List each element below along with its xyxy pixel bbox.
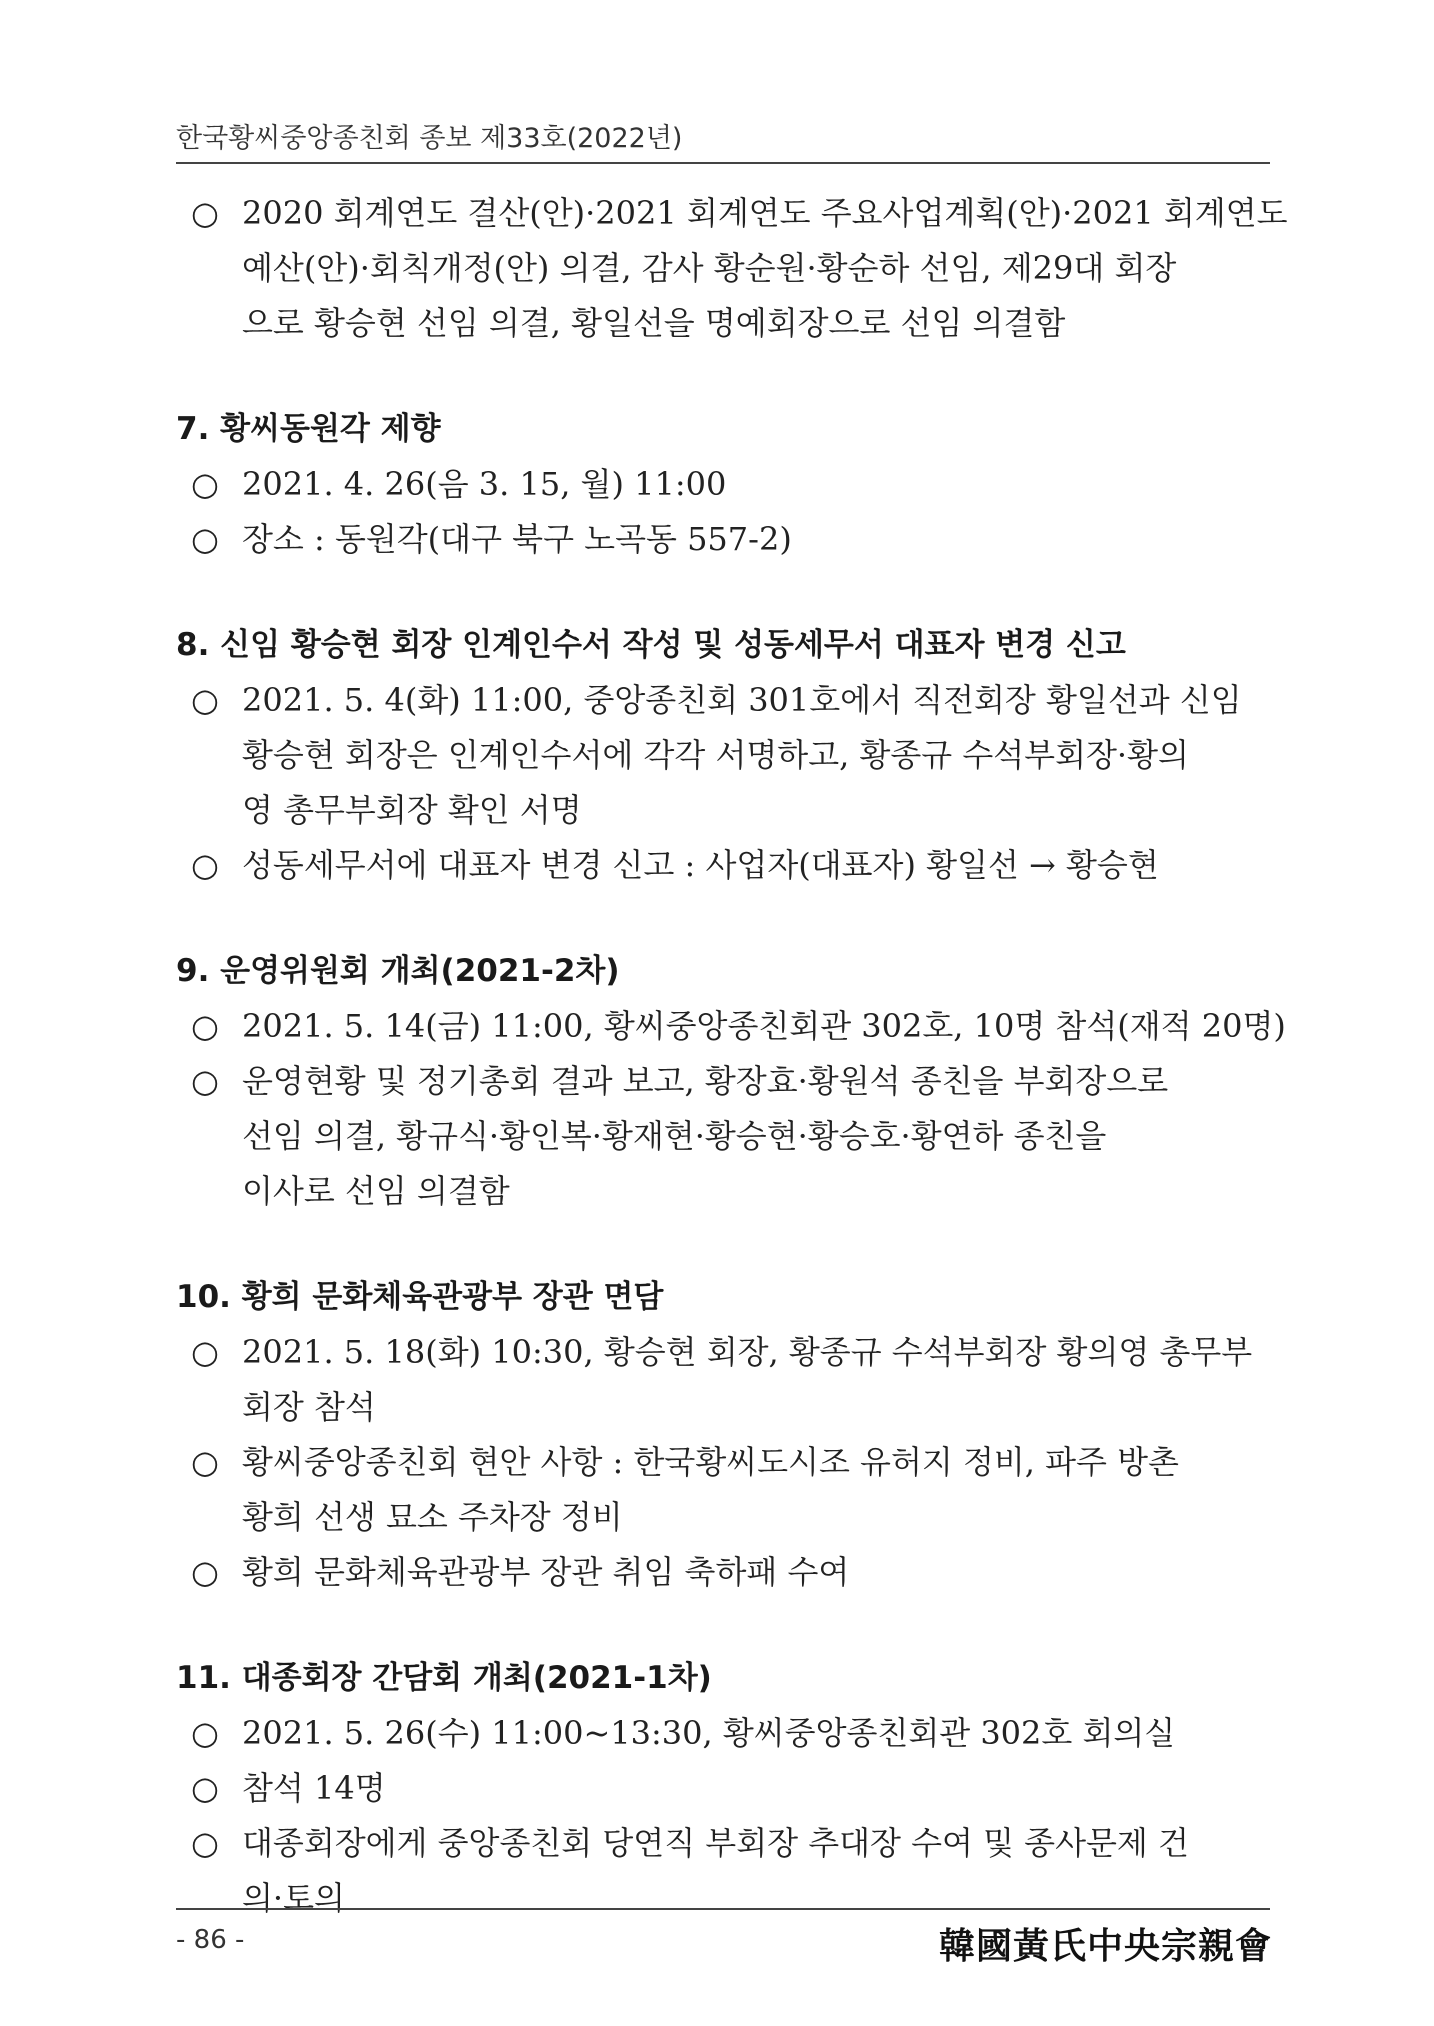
bullet-line: 운영현황 및 정기총회 결과 보고, 황장효·황원석 종친을 부회장으로 <box>242 1062 1169 1100</box>
document-body <box>176 186 1288 1926</box>
bullet-line: 성동세무서에 대표자 변경 신고 : 사업자(대표자) 황일선 → 황승현 <box>242 846 1159 884</box>
circle-bullet-icon: ○ <box>191 1824 219 1862</box>
section-heading-7: 7. 황씨동원각 제향 <box>176 411 441 447</box>
list-item <box>176 457 1270 512</box>
bullet-line: 황씨중앙종친회 현안 사항 : 한국황씨도시조 유허지 정비, 파주 방촌 <box>242 1443 1179 1481</box>
page-header <box>176 112 1270 164</box>
circle-bullet-icon: ○ <box>191 1553 219 1591</box>
bullet-line: 대종회장에게 중앙종친회 당연직 부회장 추대장 수여 및 종사문제 건 <box>242 1824 1189 1862</box>
footer-divider <box>176 1908 1270 1910</box>
list-item <box>176 1545 1270 1600</box>
list-item <box>176 1325 1270 1435</box>
circle-bullet-icon: ○ <box>191 1007 219 1045</box>
circle-bullet-icon: ○ <box>191 1769 219 1807</box>
circle-bullet-icon: ○ <box>191 1714 219 1752</box>
section-heading-8: 8. 신임 황승현 회장 인계인수서 작성 및 성동세무서 대표자 변경 신고 <box>176 627 1126 663</box>
bullet-line: 2021. 5. 26(수) 11:00~13:30, 황씨중앙종친회관 302호 회의실 <box>242 1714 1176 1752</box>
circle-bullet-icon: ○ <box>191 681 219 719</box>
circle-bullet-icon: ○ <box>191 1443 219 1481</box>
list-item <box>176 1054 1270 1219</box>
circle-bullet-icon: ○ <box>191 846 219 884</box>
section-heading-10: 10. 황희 문화체육관광부 장관 면담 <box>176 1279 664 1315</box>
bullet-line: 황희 문화체육관광부 장관 취임 축하패 수여 <box>242 1553 850 1591</box>
page-number: - 86 - <box>176 1925 245 1955</box>
bullet-line: 2020 회계연도 결산(안)·2021 회계연도 주요사업계획(안)·2021 회계연도 <box>242 194 1288 232</box>
circle-bullet-icon: ○ <box>191 194 219 232</box>
list-item <box>176 999 1286 1054</box>
circle-bullet-icon: ○ <box>191 520 219 558</box>
circle-bullet-icon: ○ <box>191 465 219 503</box>
bullet-line: 선임 의결, 황규식·황인복·황재현·황승현·황승호·황연하 종친을 <box>242 1117 1107 1155</box>
bullet-line: 황승현 회장은 인계인수서에 각각 서명하고, 황종규 수석부회장·황의 <box>242 736 1189 774</box>
bullet-line: 예산(안)·회칙개정(안) 의결, 감사 황순원·황순하 선임, 제29대 회장 <box>242 249 1177 287</box>
bullet-line: 황희 선생 묘소 주차장 정비 <box>242 1498 623 1536</box>
bullet-line: 영 총무부회장 확인 서명 <box>242 791 582 829</box>
list-item <box>176 673 1270 838</box>
bullet-line: 2021. 5. 14(금) 11:00, 황씨중앙종친회관 302호, 10명 참석(재적 20명) <box>242 1007 1286 1045</box>
bullet-line: 이사로 선임 의결함 <box>242 1172 510 1210</box>
list-item <box>176 1706 1270 1761</box>
list-item <box>176 838 1270 893</box>
bullet-line: 2021. 5. 18(화) 10:30, 황승현 회장, 황종규 수석부회장 황의영 총무부 <box>242 1333 1253 1371</box>
bullet-line: 장소 : 동원각(대구 북구 노곡동 557-2) <box>242 520 792 558</box>
intro-bullet <box>176 186 1288 351</box>
section-heading-11: 11. 대종회장 간담회 개최(2021-1차) <box>176 1660 712 1696</box>
bullet-line: 으로 황승현 선임 의결, 황일선을 명예회장으로 선임 의결함 <box>242 304 1066 342</box>
list-item <box>176 512 1270 567</box>
bullet-line: 참석 14명 <box>242 1769 386 1807</box>
publication-title: 한국황씨중앙종친회 종보 제33호(2022년) <box>176 123 683 154</box>
organization-logo-text: 韓國黃氏中央宗親會 <box>938 1925 1272 1967</box>
circle-bullet-icon: ○ <box>191 1333 219 1371</box>
list-item <box>176 1435 1270 1545</box>
circle-bullet-icon: ○ <box>191 1062 219 1100</box>
bullet-line: 회장 참석 <box>242 1388 376 1426</box>
list-item <box>176 1761 1270 1816</box>
bullet-line: 의·토의 <box>242 1879 345 1917</box>
bullet-line: 2021. 5. 4(화) 11:00, 중앙종친회 301호에서 직전회장 황일선과 신임 <box>242 681 1242 719</box>
section-heading-9: 9. 운영위원회 개최(2021-2차) <box>176 953 620 989</box>
bullet-line: 2021. 4. 26(음 3. 15, 월) 11:00 <box>242 465 727 503</box>
